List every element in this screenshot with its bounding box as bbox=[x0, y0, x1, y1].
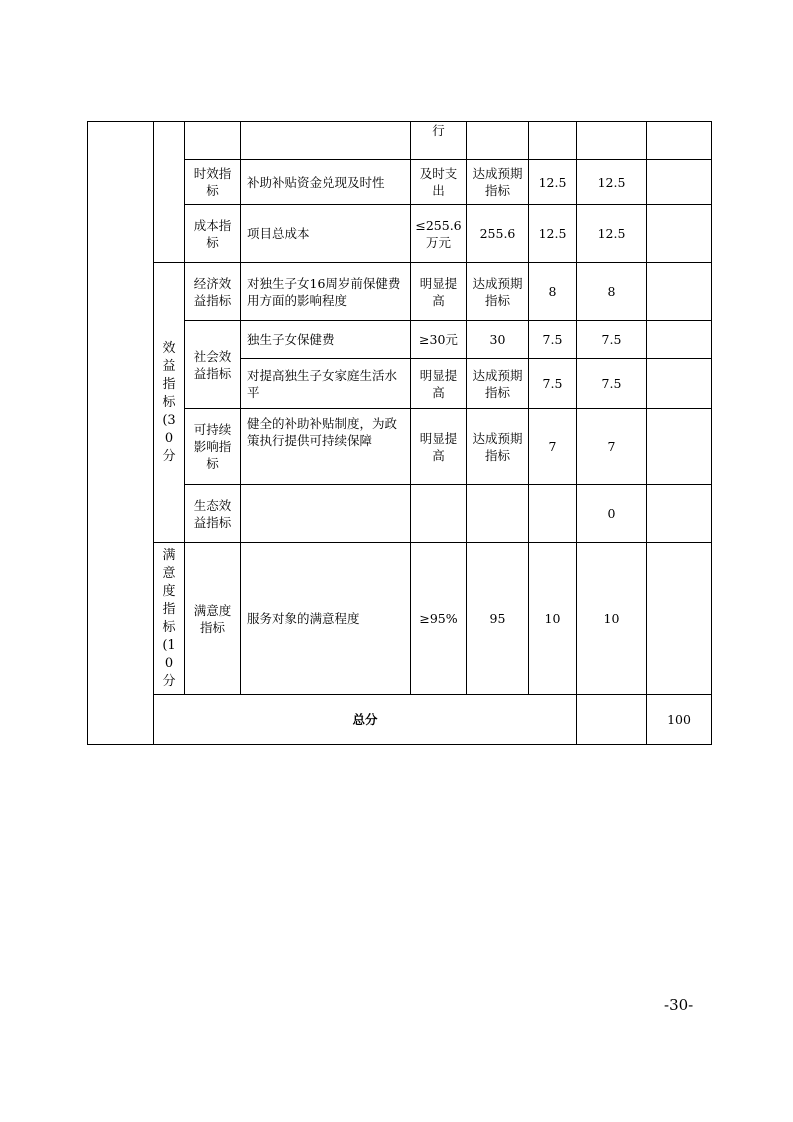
score-value: 7.5 bbox=[577, 321, 647, 359]
indicator-content: 对独生子女16周岁前保健费用方面的影响程度 bbox=[241, 263, 411, 321]
category-satisfaction-char: 标 bbox=[162, 619, 176, 635]
weight-value: 7.5 bbox=[529, 359, 577, 409]
sub-indicator: 经济效益指标 bbox=[185, 263, 241, 321]
category-satisfaction bbox=[154, 543, 185, 695]
score-value: 8 bbox=[577, 263, 647, 321]
table-row bbox=[88, 122, 712, 160]
sub-indicator: 生态效益指标 bbox=[185, 485, 241, 543]
weight-value: 8 bbox=[529, 263, 577, 321]
expected-value: 明显提高 bbox=[411, 359, 467, 409]
indicator-content: 对提高独生子女家庭生活水平 bbox=[241, 359, 411, 409]
indicator-content: 独生子女保健费 bbox=[241, 321, 411, 359]
expected-value: ≥95% bbox=[411, 543, 467, 695]
category-satisfaction-char: 度 bbox=[162, 583, 176, 599]
category-benefit-char: 分 bbox=[162, 448, 176, 464]
category-benefit-char: 标 bbox=[162, 394, 176, 410]
actual-value: 30 bbox=[467, 321, 529, 359]
actual-value: 达成预期指标 bbox=[467, 409, 529, 485]
category-satisfaction-char: 0 bbox=[164, 655, 174, 671]
sub-indicator: 社会效益指标 bbox=[185, 321, 241, 409]
category-benefit-char: 益 bbox=[162, 358, 176, 374]
category-satisfaction-char: 满 bbox=[162, 547, 176, 563]
category-satisfaction-char: (1 bbox=[162, 637, 176, 653]
weight-value: 12.5 bbox=[529, 205, 577, 263]
table-row bbox=[88, 263, 712, 321]
sub-indicator: 时效指标 bbox=[185, 160, 241, 205]
actual-value: 255.6 bbox=[467, 205, 529, 263]
indicator-content: 项目总成本 bbox=[241, 205, 411, 263]
score-value: 12.5 bbox=[577, 160, 647, 205]
score-value: 7.5 bbox=[577, 359, 647, 409]
category-satisfaction-char: 指 bbox=[162, 601, 176, 617]
total-row bbox=[88, 695, 712, 745]
weight-value: 10 bbox=[529, 543, 577, 695]
category-benefit-char: 0 bbox=[164, 430, 174, 446]
sub-indicator: 可持续影响指标 bbox=[185, 409, 241, 485]
table-row bbox=[88, 543, 712, 695]
score-value: 7 bbox=[577, 409, 647, 485]
score-value: 12.5 bbox=[577, 205, 647, 263]
actual-value: 达成预期指标 bbox=[467, 359, 529, 409]
score-value: 0 bbox=[577, 485, 647, 543]
category-benefit-char: (3 bbox=[162, 412, 176, 428]
expected-value-continuation: 行 bbox=[411, 122, 467, 160]
category-benefit bbox=[154, 263, 185, 543]
weight-value: 12.5 bbox=[529, 160, 577, 205]
expected-value: 明显提高 bbox=[411, 409, 467, 485]
expected-value: 及时支出 bbox=[411, 160, 467, 205]
score-value: 10 bbox=[577, 543, 647, 695]
category-satisfaction-char: 分 bbox=[162, 673, 176, 689]
sub-indicator: 满意度指标 bbox=[185, 543, 241, 695]
indicator-content: 服务对象的满意程度 bbox=[241, 543, 411, 695]
indicator-content: 健全的补助补贴制度，为政策执行提供可持续保障 bbox=[241, 409, 411, 485]
category-satisfaction-char: 意 bbox=[162, 565, 176, 581]
total-weight: 100 bbox=[647, 695, 712, 745]
actual-value: 95 bbox=[467, 543, 529, 695]
weight-value: 7.5 bbox=[529, 321, 577, 359]
total-label: 总分 bbox=[154, 695, 577, 745]
category-benefit-char: 指 bbox=[162, 376, 176, 392]
second-level-indicator-cell bbox=[154, 122, 185, 263]
expected-value: ≤255.6万元 bbox=[411, 205, 467, 263]
actual-value: 达成预期指标 bbox=[467, 263, 529, 321]
expected-value: ≥30元 bbox=[411, 321, 467, 359]
page-number: -30- bbox=[664, 996, 694, 1014]
first-level-indicator-cell bbox=[88, 122, 154, 745]
weight-value: 7 bbox=[529, 409, 577, 485]
performance-table bbox=[87, 121, 712, 745]
indicator-content: 补助补贴资金兑现及时性 bbox=[241, 160, 411, 205]
expected-value: 明显提高 bbox=[411, 263, 467, 321]
sub-indicator: 成本指标 bbox=[185, 205, 241, 263]
category-benefit-char: 效 bbox=[162, 340, 176, 356]
actual-value: 达成预期指标 bbox=[467, 160, 529, 205]
